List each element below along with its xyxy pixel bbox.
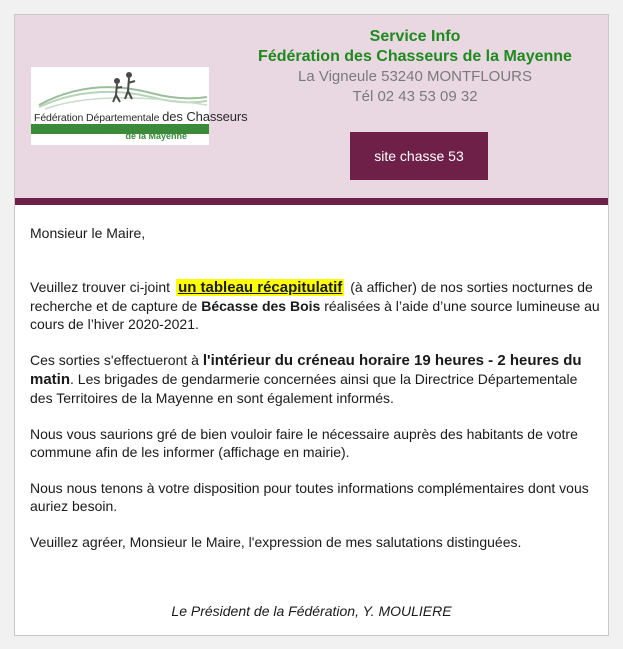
header-info: [225, 27, 605, 107]
phone: Tél 02 43 53 09 32: [352, 88, 478, 105]
signature: Le Président de la Fédération, Y. MOULIERE: [171, 603, 452, 619]
service-title: Service Info: [369, 28, 461, 45]
paragraph-2: Ces sorties s'effectueront à l'intérieur du créneau horaire 19 heures - 2 heures du matin. Les brigades de gendarmerie concernées ainsi que la Directrice Départementale des Territoires de la Mayenne en sont également informés.: [30, 352, 582, 406]
recap-table-link[interactable]: un tableau récapitulatif: [178, 279, 343, 296]
federation-logo: [31, 67, 248, 145]
site-chasse-button[interactable]: site chasse 53: [350, 132, 488, 180]
paragraph-5: Veuillez agréer, Monsieur le Maire, l'expression de mes salutations distinguées.: [30, 534, 522, 550]
paragraph-3: Nous vous saurions gré de bien vouloir faire le nécessaire auprès des habitants de votre commune afin de les informer (affichage en mairie).: [30, 426, 578, 460]
header-divider: [15, 198, 608, 205]
paragraph-1: Veuillez trouver ci-joint un tableau récapitulatif (à afficher) de nos sorties nocturnes de recherche et de capture de Bécasse des Bois réalisées à l’aide d’une source lumineuse au cours de l’hiver 2020-2021.: [30, 279, 600, 332]
letter-body: [30, 224, 602, 551]
organization-name: Fédération des Chasseurs de la Mayenne: [258, 48, 572, 65]
address: La Vigneule 53240 MONTFLOURS: [297, 68, 532, 85]
logo-text-line2: de la Mayenne: [125, 131, 187, 141]
salutation: Monsieur le Maire,: [30, 225, 146, 241]
paragraph-4: Nous nous tenons à votre disposition pour toutes informations complémentaires dont vous auriez besoin.: [30, 480, 589, 514]
logo-text-line1: Fédération Départementale des Chasseurs: [34, 109, 248, 124]
email-header: [15, 15, 608, 198]
